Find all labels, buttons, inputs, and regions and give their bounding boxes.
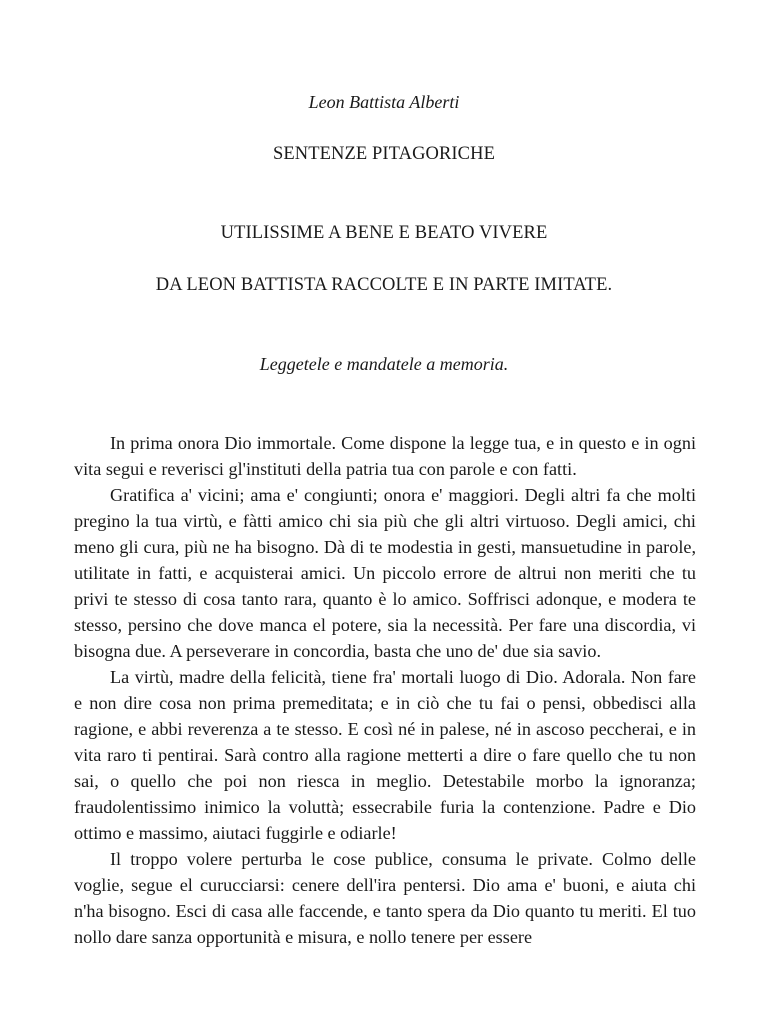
subtitle-line-2: DA LEON BATTISTA RACCOLTE E IN PARTE IMITATE. [155,275,613,295]
author-name: Leon Battista Alberti [308,92,460,112]
subtitle-line-1: UTILISSIME A BENE E BEATO VIVERE [220,223,548,243]
main-title: SENTENZE PITAGORICHE [273,144,495,164]
body-text [74,430,696,950]
paragraph: La virtù, madre della felicità, tiene fra' mortali luogo di Dio. Adorala. Non fare e non dire cosa non prima premeditata; e in ciò che tu fai o pensi, obbedisci alla ragione, e abbi reverenza a te stesso. E così né in palese, né in ascoso peccherai, e in vita raro ti pentirai. Sarà contro alla ragione metterti a dire o fare quello che tu non sai, o quello che poi non riesca in meglio. Detestabile morbo la ignoranza; fraudolentissimo inimico la voluttà; essecrabile furia la contenzione. Padre e Dio ottimo e massimo, aiutaci fuggirle e odiarle! [74,667,696,843]
paragraph: Gratifica a' vicini; ama e' congiunti; onora e' maggiori. Degli altri fa che molti pregino la tua virtù, e fàtti amico chi sia più che gli altri virtuoso. Degli amici, chi meno gli cura, più ne ha bisogno. Dà di te modestia in gesti, mansuetudine in parole, utilitate in fatti, e acquisterai amici. Un piccolo errore de altrui non meriti che tu privi te stesso di cosa tanto rara, quanto è lo amico. Soffrisci adonque, e modera te stesso, persino che dove manca el potere, sia la necessità. Per fare una discordia, vi bisogna due. A perseverare in concordia, basta che uno de' due sia savio. [74,485,696,661]
paragraph: Il troppo volere perturba le cose publice, consuma le private. Colmo delle voglie, segue el curucciarsi: cenere dell'ira pentersi. Dio ama e' buoni, e aiuta chi n'ha bisogno. Esci di casa alle faccende, e tanto spera da Dio quanto tu meriti. El tuo nollo dare sanza opportunità e misura, e nollo tenere per essere [74,849,696,947]
paragraph: In prima onora Dio immortale. Come dispone la legge tua, e in questo e in ogni vita segui e reverisci gl'instituti della patria tua con parole e con fatti. [74,433,696,479]
motto: Leggetele e mandatele a memoria. [259,354,509,374]
